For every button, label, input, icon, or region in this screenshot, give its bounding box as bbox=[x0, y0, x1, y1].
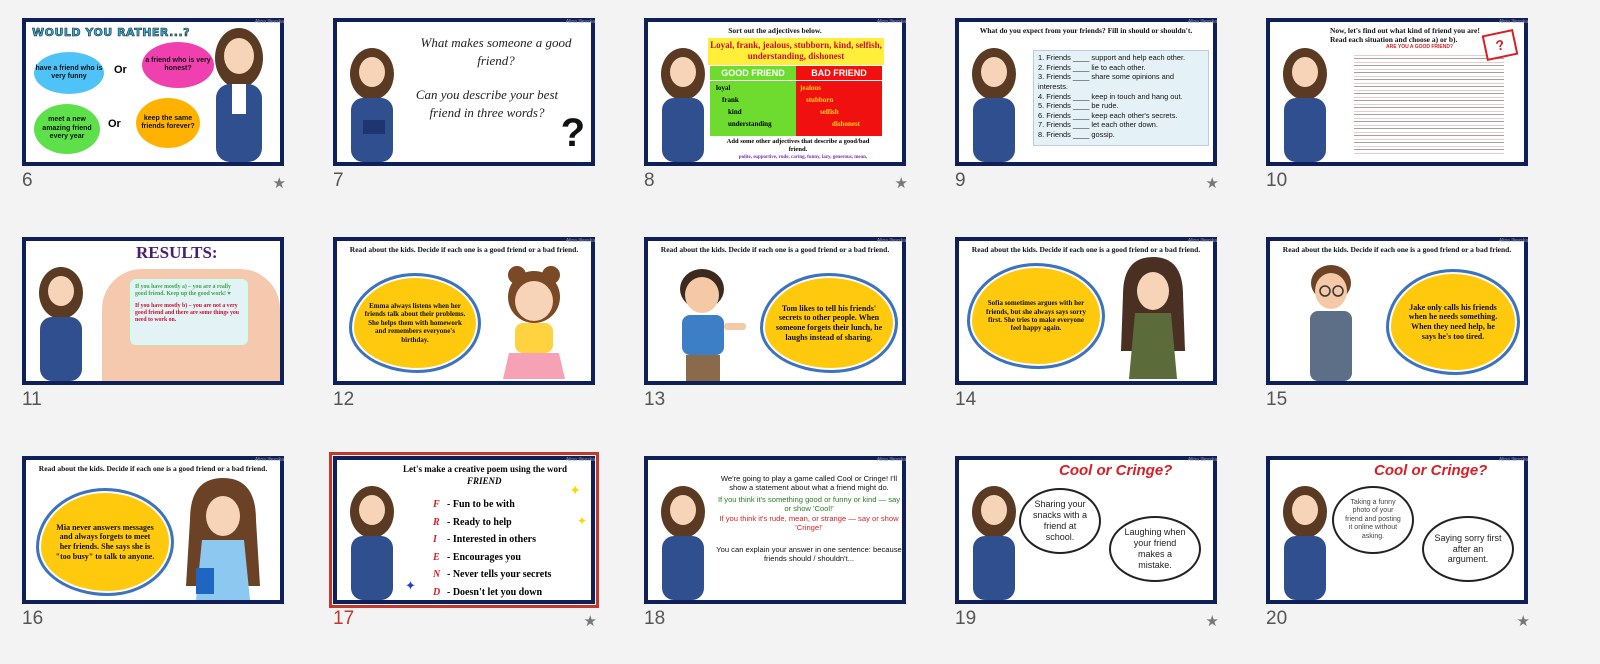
slide-thumbnail-8[interactable] bbox=[644, 18, 912, 192]
credit-label: Alina Ilievska bbox=[1187, 19, 1217, 25]
star-icon[interactable]: ★ bbox=[1516, 613, 1530, 630]
teacher-illustration bbox=[652, 482, 714, 600]
bad-friend-header: BAD FRIEND bbox=[796, 66, 882, 81]
slide-number: 13 bbox=[644, 389, 666, 410]
list-item: 7. Friends ____ let each other down. bbox=[1038, 120, 1158, 130]
slide-instruction: Read about the kids. Decide if each one is a good friend or a bad friend. bbox=[38, 464, 268, 473]
bubble-3: meet a new amazing friend every year bbox=[34, 104, 100, 154]
credit-label: Alina Ilievska bbox=[1498, 238, 1528, 244]
girl-illustration bbox=[489, 263, 579, 381]
girl-illustration bbox=[1115, 255, 1191, 381]
slide-number: 14 bbox=[955, 389, 977, 410]
slide-preview bbox=[333, 456, 595, 604]
teacher-illustration bbox=[963, 44, 1025, 162]
slide-instruction: Read about the kids. Decide if each one is a good friend or a bad friend. bbox=[660, 245, 890, 254]
slide-thumbnail-19[interactable] bbox=[955, 456, 1223, 630]
poem-text: - Fun to be with bbox=[447, 499, 515, 510]
slide-preview bbox=[955, 18, 1217, 166]
slide-footer: Add some other adjectives that describe a good/bad friend. bbox=[726, 138, 870, 153]
slide-title: Cool or Cringe? bbox=[1059, 462, 1173, 479]
slide-title: WOULD YOU RATHER...? bbox=[32, 26, 191, 39]
good-word: loyal bbox=[716, 84, 731, 92]
slide-number: 10 bbox=[1266, 170, 1288, 191]
bubble-4: keep the same friends forever? bbox=[136, 98, 200, 148]
bad-word: jealous bbox=[800, 84, 821, 92]
star-icon[interactable]: ★ bbox=[1205, 175, 1219, 192]
cool-text: If you think it's something good or funny or kind — say or show 'Cool!' bbox=[717, 494, 901, 513]
good-word: kind bbox=[728, 108, 742, 116]
slide-instruction: Read about the kids. Decide if each one is a good friend or a bad friend. bbox=[349, 245, 579, 254]
credit-label: Alina Ilievska bbox=[876, 457, 906, 463]
poem-letter: E bbox=[433, 551, 440, 563]
bubble-2: a friend who is very honest? bbox=[142, 42, 214, 88]
slide-number: 7 bbox=[333, 170, 344, 191]
bad-word: stubborn bbox=[806, 96, 834, 104]
description-cloud: Jake only calls his friends when he needs something. When they need help, he says he's too tired. bbox=[1386, 269, 1520, 375]
girl-illustration bbox=[182, 476, 264, 600]
good-friend-column bbox=[710, 66, 796, 136]
poem-line bbox=[433, 566, 551, 584]
bubble-1: have a friend who is very funny bbox=[34, 52, 104, 94]
slide-number: 6 bbox=[22, 170, 33, 191]
list-item: 3. Friends ____ share some opinions and interests. bbox=[1038, 72, 1174, 91]
question-note-icon: ? bbox=[1482, 29, 1519, 61]
question-mark-icon: ? bbox=[560, 111, 585, 155]
poem-line bbox=[433, 584, 551, 602]
slide-thumbnail-7[interactable] bbox=[333, 18, 601, 191]
star-icon[interactable]: ★ bbox=[894, 175, 908, 192]
boy-illustration bbox=[1296, 259, 1366, 381]
quiz-title: ARE YOU A GOOD FRIEND? bbox=[1386, 44, 1454, 50]
star-icon[interactable]: ★ bbox=[583, 613, 597, 630]
poem-letter: I bbox=[433, 534, 437, 545]
description-cloud: Tom likes to tell his friends' secrets to other people. When someone forgets their lunch, he laughs instead of sharing. bbox=[760, 273, 898, 373]
slide-preview bbox=[1266, 456, 1528, 604]
speech-bubble-1: Taking a funny photo of your friend and posting it online without asking. bbox=[1332, 486, 1414, 554]
poem-letter: R bbox=[433, 516, 440, 528]
credit-label: Alina Ilievska bbox=[876, 238, 906, 244]
list-item: 6. Friends ____ keep each other's secrets. bbox=[1038, 110, 1178, 120]
poem-line bbox=[433, 549, 551, 567]
poem-line bbox=[433, 496, 551, 514]
slide-preview bbox=[22, 237, 284, 385]
bad-word: selfish bbox=[820, 108, 839, 116]
game-text bbox=[716, 474, 902, 563]
explain-text: You can explain your answer in one sentence: because friends should / shouldn't... bbox=[716, 544, 902, 563]
description-cloud: Mia never answers messages and always forgets to meet her friends. She says she is "too busy" to talk to anyone. bbox=[36, 488, 174, 596]
slide-number: 18 bbox=[644, 608, 666, 629]
poem-letter: F bbox=[433, 499, 440, 510]
good-friend-header: GOOD FRIEND bbox=[710, 66, 796, 81]
speech-bubble-1: Sharing your snacks with a friend at school. bbox=[1019, 488, 1101, 554]
slide-number: 9 bbox=[955, 170, 966, 191]
credit-label: Alina Ilievska bbox=[565, 457, 595, 463]
slide-thumbnail-18[interactable] bbox=[644, 456, 912, 629]
slide-thumbnail-6[interactable] bbox=[22, 18, 290, 192]
slide-preview bbox=[955, 237, 1217, 385]
quiz-body bbox=[1354, 52, 1504, 156]
teacher-illustration bbox=[30, 263, 92, 381]
slide-footer-words: polite, supportive, rude, caring, funny, lazy, generous, mean, bbox=[738, 155, 868, 160]
teacher-illustration bbox=[963, 482, 1025, 600]
star-icon[interactable]: ★ bbox=[272, 175, 286, 192]
sparkle-icon: ✦ bbox=[405, 578, 416, 593]
or-label: Or bbox=[108, 118, 121, 130]
sparkle-icon: ✦ bbox=[569, 482, 581, 498]
slide-number: 12 bbox=[333, 389, 355, 410]
credit-label: Alina Ilievska bbox=[254, 19, 284, 25]
poem-text: - Never tells your secrets bbox=[447, 569, 552, 580]
teacher-illustration bbox=[1274, 482, 1336, 600]
result-a: If you have mostly a) – you are a really good friend. Keep up the good work! ♥ bbox=[135, 284, 231, 297]
list-item: 5. Friends ____ be rude. bbox=[1038, 101, 1119, 111]
slide-preview bbox=[1266, 237, 1528, 385]
slide-preview bbox=[955, 456, 1217, 604]
slide-preview bbox=[333, 18, 595, 166]
poem-line bbox=[433, 531, 551, 549]
slide-thumbnail-11[interactable] bbox=[22, 237, 290, 410]
credit-label: Alina Ilievska bbox=[1498, 457, 1528, 463]
list-item: 2. Friends ____ lie to each other. bbox=[1038, 62, 1146, 72]
teacher-illustration bbox=[341, 482, 403, 600]
poem-line bbox=[433, 514, 551, 532]
slide-thumbnail-10[interactable] bbox=[1266, 18, 1534, 191]
slide-title: RESULTS: bbox=[136, 243, 218, 262]
slide-preview bbox=[644, 237, 906, 385]
slide-instruction: Read about the kids. Decide if each one is a good friend or a bad friend. bbox=[971, 245, 1201, 254]
slide-title: Cool or Cringe? bbox=[1374, 462, 1488, 479]
slide-thumbnail-12[interactable] bbox=[333, 237, 601, 410]
list-item: 4. Friends ____ keep in touch and hang out. bbox=[1038, 91, 1183, 101]
slide-instruction: Sort out the adjectives below. bbox=[728, 26, 822, 35]
speech-bubble-2: Saying sorry first after an argument. bbox=[1422, 516, 1514, 582]
teacher-illustration bbox=[204, 24, 274, 162]
result-b: If you have mostly b) – you are not a very good friend and there are some things you need to work on. bbox=[135, 302, 239, 323]
fill-in-list bbox=[1033, 50, 1209, 146]
slide-preview bbox=[644, 18, 906, 166]
list-item: 8. Friends ____ gossip. bbox=[1038, 130, 1115, 139]
slide-number: 11 bbox=[22, 389, 42, 410]
poem-letter: N bbox=[433, 569, 441, 580]
poem-text: - Ready to help bbox=[447, 516, 512, 528]
slide-instruction: Let's make a creative poem using the word bbox=[402, 464, 568, 474]
slide-thumbnail-16[interactable] bbox=[22, 456, 290, 629]
slide-thumbnail-15[interactable] bbox=[1266, 237, 1534, 410]
teacher-illustration bbox=[652, 44, 714, 162]
teacher-illustration bbox=[1274, 44, 1336, 162]
poem-text: - Interested in others bbox=[447, 534, 536, 545]
credit-label: Alina Ilievska bbox=[1498, 19, 1528, 25]
adjective-box: Loyal, frank, jealous, stubborn, kind, selfish, understanding, dishonest bbox=[708, 38, 884, 65]
poem-lines bbox=[433, 496, 551, 601]
slide-instruction: Read about the kids. Decide if each one is a good friend or a bad friend. bbox=[1282, 245, 1512, 254]
speech-bubble-2: Laughing when your friend makes a mistake. bbox=[1109, 516, 1201, 582]
teacher-illustration bbox=[341, 44, 403, 162]
slide-number: 15 bbox=[1266, 389, 1288, 410]
credit-label: Alina Ilievska bbox=[565, 19, 595, 25]
phone-screen bbox=[130, 279, 248, 345]
bad-friend-column bbox=[796, 66, 882, 136]
or-label: Or bbox=[114, 64, 127, 76]
slide-instruction: What do you expect from your friends? Fill in should or shouldn't. bbox=[979, 26, 1193, 35]
cringe-text: If you think it's rude, mean, or strange — say or show 'Cringe!' bbox=[719, 514, 899, 533]
credit-label: Alina Ilievska bbox=[876, 19, 906, 25]
slide-text-1: What makes someone a good friend? bbox=[420, 35, 572, 68]
poem-text: - Doesn't let you down bbox=[447, 586, 543, 598]
slide-thumbnail-13[interactable] bbox=[644, 237, 912, 410]
sparkle-icon: ✦ bbox=[576, 514, 587, 528]
credit-label: Alina Ilievska bbox=[1187, 238, 1217, 244]
description-cloud: Sofia sometimes argues with her friends, but she always says sorry first. She tries to make everyone feel happy again. bbox=[967, 263, 1105, 369]
slide-preview bbox=[644, 456, 906, 604]
poem-word: FRIEND bbox=[467, 476, 502, 486]
slide-preview bbox=[22, 456, 284, 604]
slide-preview bbox=[22, 18, 284, 166]
slide-thumbnail-9[interactable] bbox=[955, 18, 1223, 192]
credit-label: Alina Ilievska bbox=[254, 457, 284, 463]
intro-text: We're going to play a game called Cool or Cringe! I'll show a statement about what a friend might do. bbox=[720, 474, 898, 493]
slide-number: 19 bbox=[955, 608, 977, 629]
slide-instruction: Now, let's find out what kind of friend you are! Read each situation and choose a) or b). bbox=[1330, 26, 1480, 45]
boy-illustration bbox=[662, 263, 752, 381]
star-icon[interactable]: ★ bbox=[1205, 613, 1219, 630]
slide-number: 8 bbox=[644, 170, 655, 191]
poem-letter: D bbox=[433, 586, 441, 598]
slide-thumbnail-14[interactable] bbox=[955, 237, 1223, 410]
poem-text: - Encourages you bbox=[447, 551, 521, 563]
slide-text-2: Can you describe your best friend in three words? bbox=[415, 87, 559, 120]
slide-thumbnail-17[interactable] bbox=[333, 456, 601, 630]
good-word: frank bbox=[722, 96, 739, 104]
list-item: 1. Friends ____ support and help each other. bbox=[1038, 53, 1186, 62]
slide-thumbnail-20[interactable] bbox=[1266, 456, 1534, 630]
slide-preview bbox=[1266, 18, 1528, 166]
slide-preview bbox=[333, 237, 595, 385]
credit-label: Alina Ilievska bbox=[1187, 457, 1217, 463]
description-cloud: Emma always listens when her friends talk about their problems. She helps them with homework and remembers everyone's birthday. bbox=[349, 273, 481, 373]
slide-number: 16 bbox=[22, 608, 44, 629]
bad-word: dishonest bbox=[832, 120, 861, 128]
credit-label: Alina Ilievska bbox=[565, 238, 595, 244]
slide-number: 17 bbox=[333, 608, 355, 629]
slide-number: 20 bbox=[1266, 608, 1288, 629]
good-word: understanding bbox=[728, 120, 772, 128]
